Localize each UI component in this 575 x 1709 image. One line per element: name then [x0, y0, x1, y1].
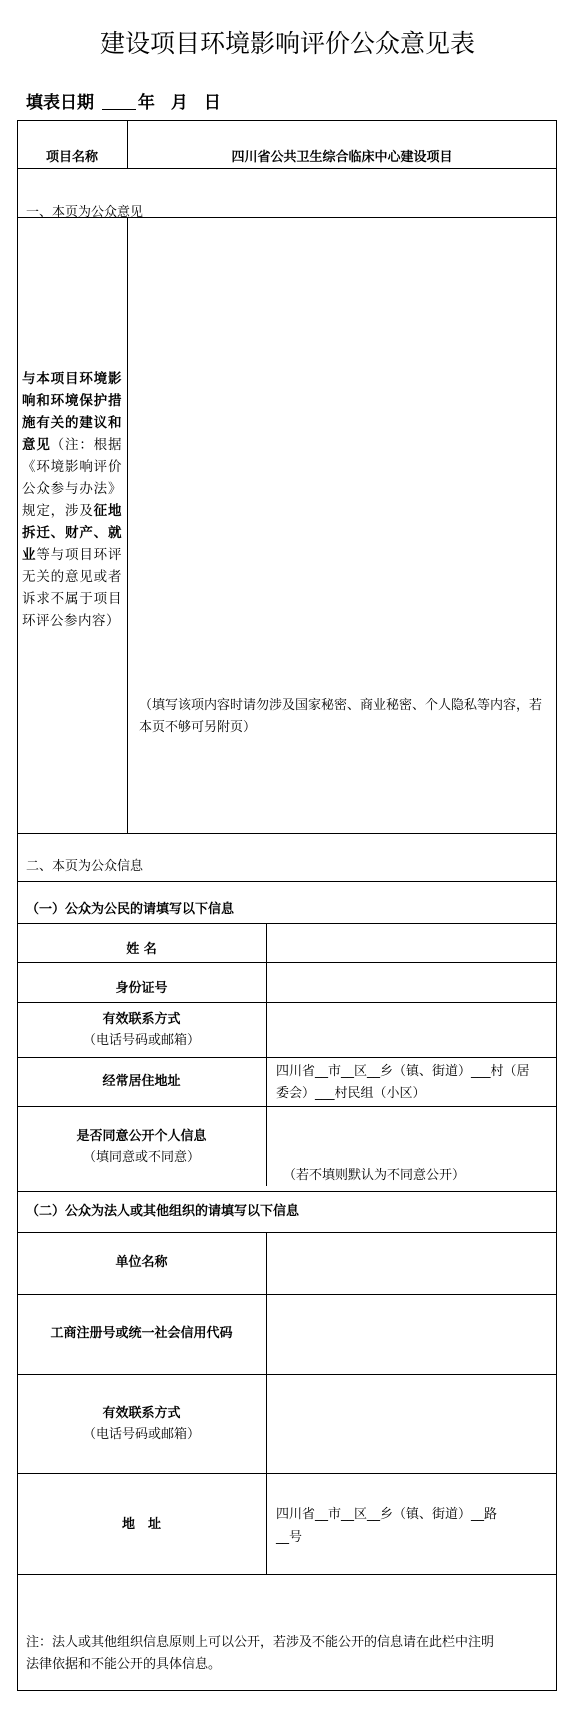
citizen-heading: （一）公众为公民的请填写以下信息 — [26, 902, 235, 917]
form-title: 建设项目环境影响评价公众意见表 — [99, 29, 475, 58]
id-label: 身份证号 — [115, 981, 168, 996]
row-divider — [17, 881, 557, 882]
project-name-label: 项目名称 — [45, 150, 98, 165]
org-heading: （二）公众为法人或其他组织的请填写以下信息 — [26, 1204, 300, 1219]
row-divider — [17, 1057, 557, 1058]
reg-code-field[interactable] — [267, 1295, 556, 1373]
org-contact-label: 有效联系方式 — [102, 1406, 181, 1421]
section2-heading: 二、本页为公众信息 — [26, 859, 144, 874]
side-note-1: （注：根据《环境影响评价公众参与办法》规定，涉及 — [22, 437, 123, 519]
name-field[interactable] — [267, 924, 556, 961]
side-note-2: 等与项目环评无关的意见或者诉求不属于项目环评公参内容） — [22, 547, 123, 629]
contact-sub: （电话号码或邮箱） — [82, 1033, 200, 1048]
id-field[interactable] — [267, 963, 556, 1001]
org-contact-sub: （电话号码或邮箱） — [82, 1427, 200, 1442]
project-name-value: 四川省公共卫生综合临床中心建设项目 — [231, 150, 453, 165]
side-bold-1: 与本项目环境影响和环境保护措施有关的建议和意见 — [22, 371, 122, 453]
row-divider — [17, 1574, 557, 1575]
unit-name-label: 单位名称 — [115, 1255, 168, 1270]
opinion-side-label — [22, 368, 122, 632]
org-address-label: 地 址 — [121, 1517, 161, 1532]
name-label: 姓 名 — [126, 942, 157, 957]
org-address-line1: 四川省__市__区__乡（镇、街道）__路 — [276, 1507, 498, 1522]
address-line2: 委会）___村民组（小区） — [276, 1086, 426, 1101]
row-divider — [17, 1473, 557, 1474]
year-blank[interactable] — [102, 93, 136, 110]
org-contact-field[interactable] — [267, 1375, 556, 1472]
contact-field[interactable] — [267, 1003, 556, 1056]
org-address-line2: __号 — [276, 1530, 303, 1545]
unit-name-field[interactable] — [267, 1233, 556, 1293]
month-label: 月 — [170, 93, 188, 113]
reg-code-label: 工商注册号或统一社会信用代码 — [50, 1326, 233, 1341]
consent-sub: （填同意或不同意） — [82, 1150, 200, 1165]
date-label: 填表日期 — [26, 93, 94, 113]
address-label: 经常居住地址 — [102, 1074, 181, 1089]
opinion-input-area[interactable] — [128, 218, 556, 832]
year-label: 年 — [137, 93, 155, 113]
org-note-line1: 注：法人或其他组织信息原则上可以公开，若涉及不能公开的信息请在此栏中注明 — [26, 1635, 495, 1650]
row-divider — [17, 833, 557, 834]
fill-date — [26, 88, 221, 113]
row-divider — [17, 168, 557, 169]
row-divider — [17, 1191, 557, 1192]
day-label: 日 — [203, 93, 221, 113]
consent-label: 是否同意公开个人信息 — [76, 1129, 207, 1144]
consent-field[interactable] — [267, 1107, 556, 1167]
opinion-hint: （填写该项内容时请勿涉及国家秘密、商业秘密、个人隐私等内容，若本页不够可另附页） — [139, 698, 543, 735]
contact-label: 有效联系方式 — [102, 1012, 181, 1027]
org-note-line2: 法律依据和不能公开的具体信息。 — [26, 1657, 222, 1672]
address-line1: 四川省__市__区__乡（镇、街道）___村（居 — [276, 1064, 530, 1079]
consent-default-note: （若不填则默认为不同意公开） — [283, 1168, 466, 1183]
side-bold-2: 征地拆迁、财产、就业 — [22, 503, 123, 563]
section1-heading: 一、本页为公众意见 — [26, 205, 144, 220]
